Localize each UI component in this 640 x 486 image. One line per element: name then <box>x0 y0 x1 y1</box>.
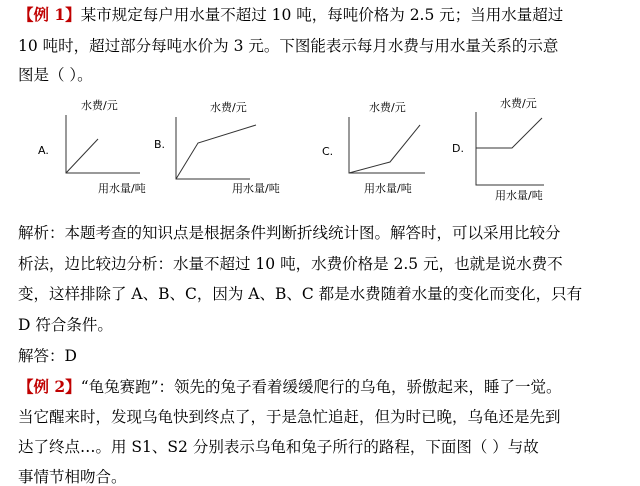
graph-d-xlabel: 用水量/吨 <box>495 189 543 202</box>
analysis-line-1: 解析：本题考查的知识点是根据条件判断折线统计图。解答时，可以采用比较分 <box>18 224 561 242</box>
example2-line-4: 事情节相吻合。 <box>18 468 127 486</box>
option-b-label: B. <box>154 138 166 151</box>
option-graphs <box>0 95 640 205</box>
option-d-label: D. <box>452 142 464 155</box>
option-c-label: C. <box>322 145 334 158</box>
example2-line-1 <box>18 378 622 396</box>
analysis-line-2: 析法，边比较边分析：水量不超过 10 吨，水费价格是 2.5 元，也就是说水费不 <box>18 255 563 273</box>
graph-a-line <box>66 139 98 173</box>
graph-b-ylabel: 水费/元 <box>210 101 247 114</box>
graph-c-axes <box>349 117 425 173</box>
example2-text-1: “龟兔赛跑”：领先的兔子看着缓缓爬行的乌龟，骄傲起来，睡了一觉。 <box>80 378 562 396</box>
example2-line-2: 当它醒来时，发现乌龟快到终点了，于是急忙追赶，但为时已晚，乌龟还是先到 <box>18 408 561 426</box>
example1-text-1: 某市规定每户用水量不超过 10 吨，每吨价格为 2.5 元；当用水量超过 <box>80 6 564 24</box>
option-a-label: A. <box>38 144 49 157</box>
graph-c-xlabel: 用水量/吨 <box>364 182 412 195</box>
example1-line-1 <box>18 6 622 24</box>
graph-d-line <box>476 118 542 148</box>
option-graphs-svg <box>0 95 640 205</box>
graph-b-xlabel: 用水量/吨 <box>232 182 280 195</box>
graph-a-ylabel: 水费/元 <box>81 99 118 112</box>
graph-c-line <box>349 125 420 173</box>
example1-tag: 【例 1】 <box>18 5 81 24</box>
example2-line-3: 达了终点…。用 S1、S2 分别表示乌龟和兔子所行的路程，下面图（ ）与故 <box>18 438 539 456</box>
graph-d-ylabel: 水费/元 <box>500 97 537 110</box>
graph-a-xlabel: 用水量/吨 <box>98 182 146 195</box>
graph-b-line <box>176 125 256 179</box>
graph-b-axes <box>176 117 250 179</box>
example2-tag: 【例 2】 <box>18 377 81 396</box>
example1-line-2: 10 吨时，超过部分每吨水价为 3 元。下图能表示每月水费与用水量关系的示意 <box>18 37 559 55</box>
answer-line: 解答：D <box>18 347 77 365</box>
graph-c-ylabel: 水费/元 <box>369 101 406 114</box>
example1-line-3: 图是（ ）。 <box>18 66 93 84</box>
graph-a-axes <box>66 115 140 173</box>
analysis-line-3: 变，这样排除了 A、B、C，因为 A、B、C 都是水费随着水量的变化而变化，只有 <box>18 285 583 303</box>
analysis-line-4: D 符合条件。 <box>18 316 113 334</box>
